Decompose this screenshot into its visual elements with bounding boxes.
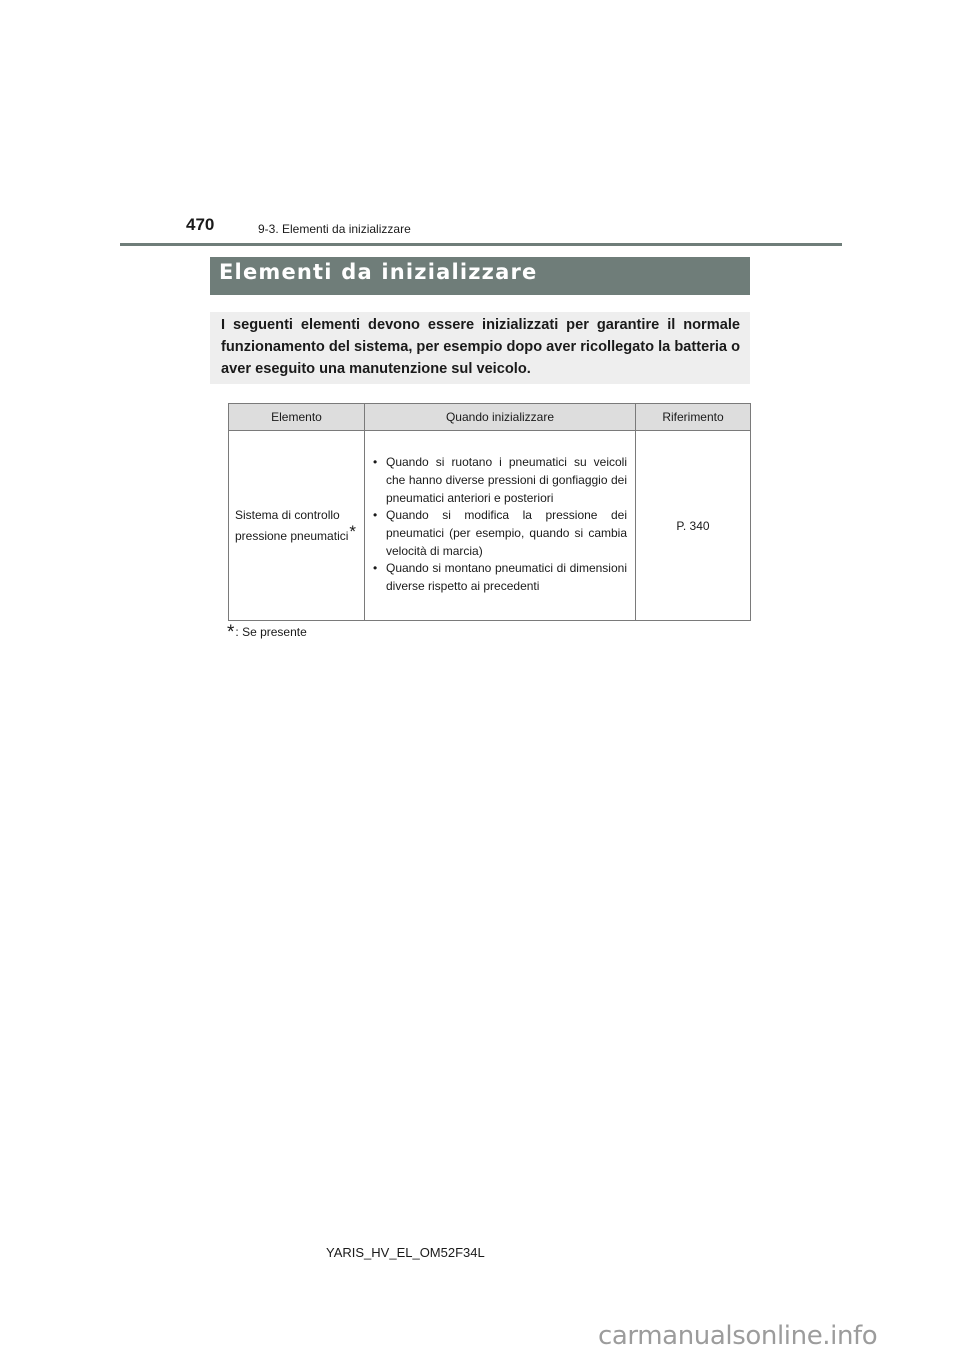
- page-reference: P. 340: [676, 518, 710, 533]
- intro-text: I seguenti elementi devono essere inizializzati per garantire il normale funzionamento del sistema, per esempio dopo aver ricollegato la batteria o aver eseguito una manutenzione sul veicolo.: [221, 317, 741, 377]
- list-item: [373, 560, 627, 595]
- document-code: YARIS_HV_EL_OM52F34L: [326, 1245, 485, 1260]
- table-row: [229, 431, 751, 621]
- bullet-icon: •: [373, 561, 378, 576]
- list-item: [373, 507, 627, 560]
- bullet-icon: •: [373, 455, 378, 470]
- title-bar: [210, 257, 750, 295]
- footnote-text: : Se presente: [235, 625, 307, 639]
- when-cell: [365, 431, 636, 621]
- table-header-row: [229, 404, 751, 431]
- page-title: Elementi da inizializzare: [219, 260, 538, 284]
- initialization-table: [228, 403, 751, 621]
- when-text: Quando si montano pneumatici di dimensioni diverse rispetto ai precedenti: [386, 561, 627, 594]
- footnote: [227, 622, 307, 644]
- reference-cell: [636, 431, 751, 621]
- column-header-item: Elemento: [229, 404, 365, 431]
- header-divider: [120, 243, 842, 246]
- when-list: [373, 454, 627, 596]
- when-text: Quando si ruotano i pneumatici su veicoli che hanno diverse pressioni di gonfiaggio dei pneumatici anteriori e posteriori: [386, 455, 627, 505]
- list-item: [373, 454, 627, 507]
- asterisk-marker: *: [227, 622, 235, 643]
- when-text: Quando si modifica la pressione dei pneumatici (per esempio, quando si cambia velocità di marcia): [386, 508, 627, 558]
- watermark: carmanualsonline.info: [598, 1321, 878, 1351]
- page-number: 470: [186, 215, 215, 234]
- section-breadcrumb: 9-3. Elementi da inizializzare: [258, 222, 411, 236]
- item-cell: [229, 431, 365, 621]
- asterisk-marker: *: [349, 521, 357, 541]
- item-name: Sistema di controllo pressione pneumatici: [235, 508, 349, 543]
- column-header-when: Quando inizializzare: [365, 404, 636, 431]
- column-header-reference: Riferimento: [636, 404, 751, 431]
- intro-box: [210, 312, 750, 384]
- bullet-icon: •: [373, 508, 378, 523]
